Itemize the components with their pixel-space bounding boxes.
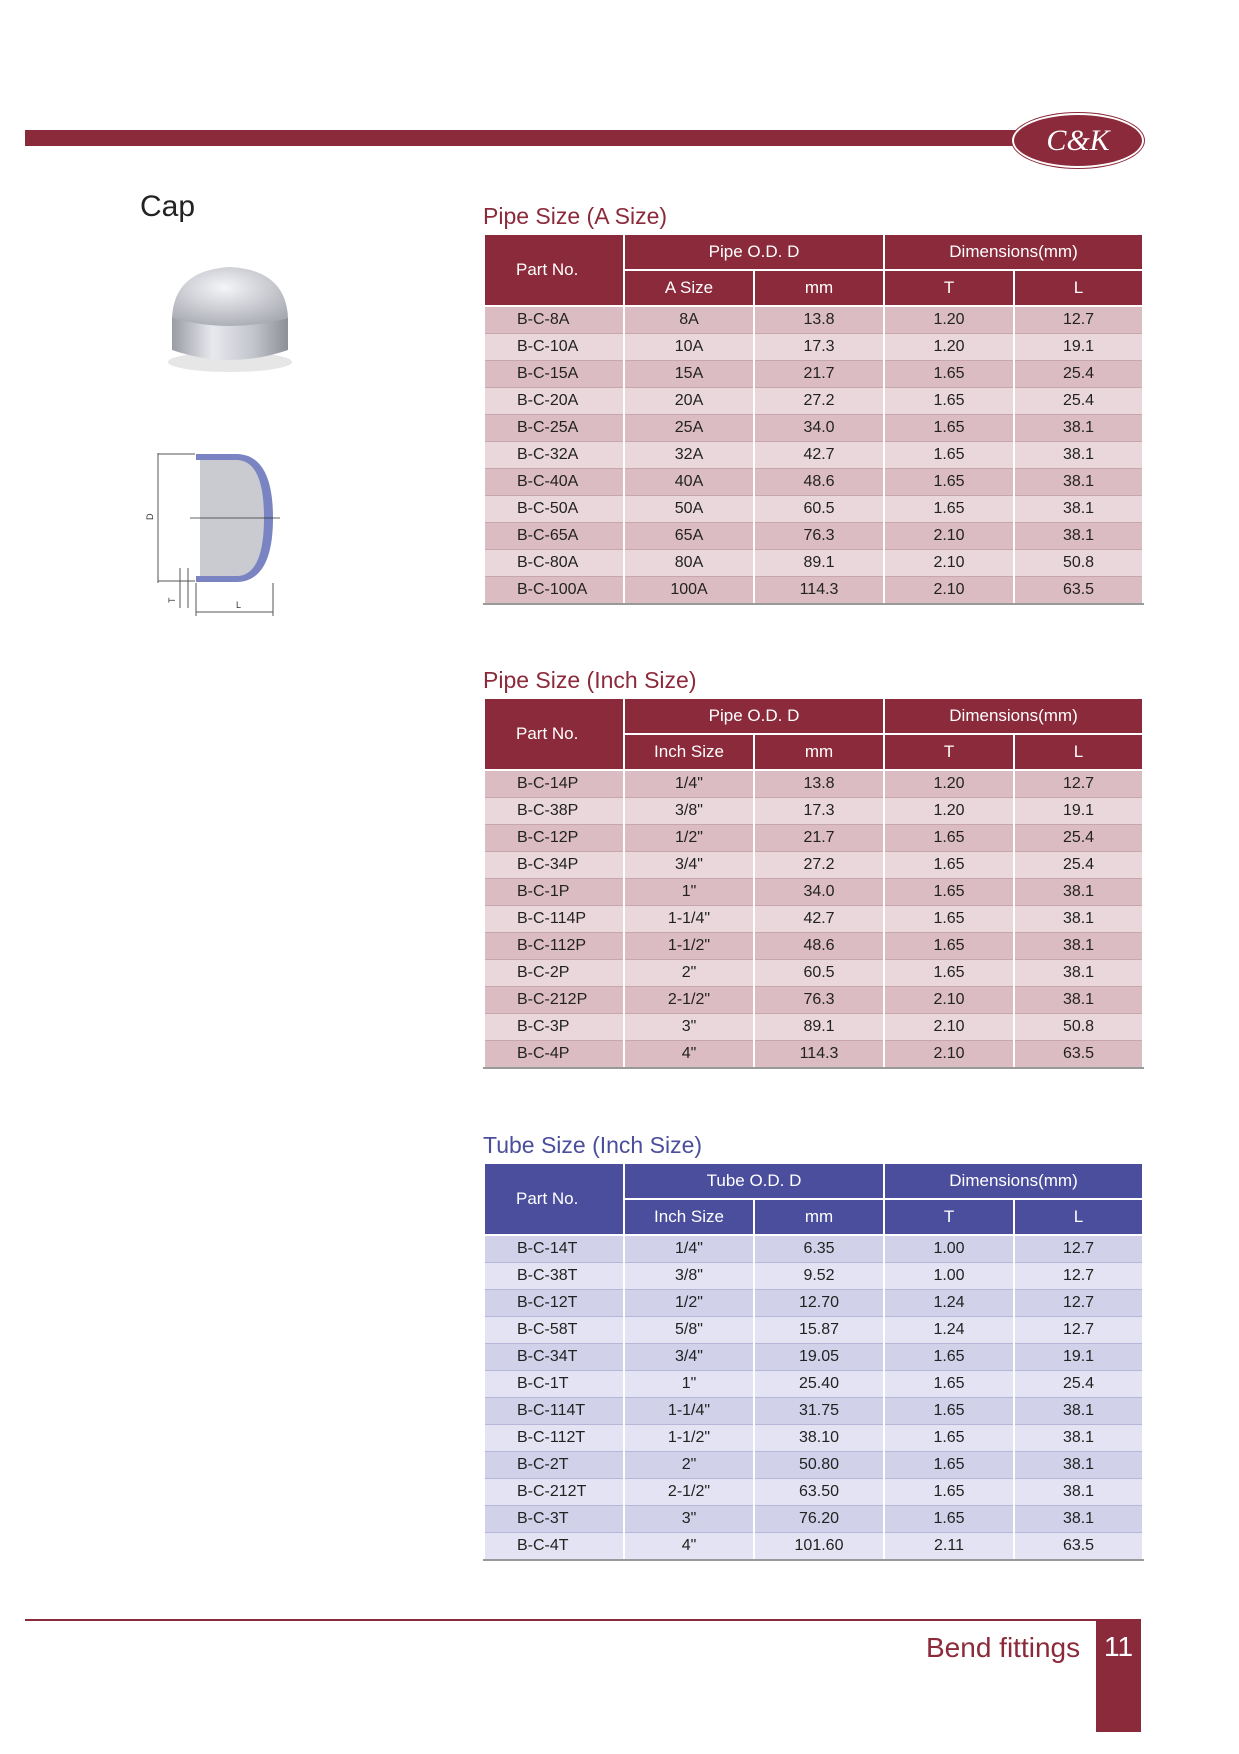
table-row (484, 388, 1143, 415)
cell-size: 5/8" (624, 1317, 754, 1344)
cell-l: 19.1 (1014, 798, 1143, 825)
cell-l: 12.7 (1014, 1235, 1143, 1263)
cell-part-no: B-C-4T (484, 1533, 624, 1561)
cell-t: 1.65 (884, 1425, 1014, 1452)
cell-od-mm: 101.60 (754, 1533, 884, 1561)
cell-part-no: B-C-3T (484, 1506, 624, 1533)
cell-od-mm: 34.0 (754, 879, 884, 906)
cell-od-mm: 13.8 (754, 306, 884, 334)
cell-od-mm: 15.87 (754, 1317, 884, 1344)
cell-t: 1.65 (884, 1506, 1014, 1533)
cell-l: 12.7 (1014, 1317, 1143, 1344)
cell-od-mm: 42.7 (754, 906, 884, 933)
cell-t: 1.65 (884, 361, 1014, 388)
table-row (484, 306, 1143, 334)
cell-size: 20A (624, 388, 754, 415)
cell-part-no: B-C-40A (484, 469, 624, 496)
cell-l: 63.5 (1014, 577, 1143, 605)
cell-size: 2" (624, 1452, 754, 1479)
table-row (484, 825, 1143, 852)
cell-part-no: B-C-15A (484, 361, 624, 388)
cap-photo (160, 262, 300, 377)
cell-t: 2.10 (884, 1014, 1014, 1041)
cell-part-no: B-C-114P (484, 906, 624, 933)
cell-od-mm: 21.7 (754, 825, 884, 852)
table-row (484, 442, 1143, 469)
cell-od-mm: 31.75 (754, 1398, 884, 1425)
cell-l: 38.1 (1014, 1506, 1143, 1533)
cell-size: 1-1/4" (624, 906, 754, 933)
cell-od-mm: 17.3 (754, 798, 884, 825)
table-row (484, 879, 1143, 906)
cell-l: 38.1 (1014, 906, 1143, 933)
cell-l: 19.1 (1014, 1344, 1143, 1371)
cell-od-mm: 76.3 (754, 987, 884, 1014)
cell-od-mm: 9.52 (754, 1263, 884, 1290)
cap-dimension-drawing (140, 448, 300, 623)
cell-t: 1.24 (884, 1317, 1014, 1344)
cell-t: 1.65 (884, 852, 1014, 879)
table-row (484, 1425, 1143, 1452)
cell-l: 38.1 (1014, 960, 1143, 987)
table-row (484, 1041, 1143, 1069)
cell-od-mm: 50.80 (754, 1452, 884, 1479)
cell-size: 1/4" (624, 770, 754, 798)
cell-size: 8A (624, 306, 754, 334)
cell-part-no: B-C-114T (484, 1398, 624, 1425)
cell-od-mm: 17.3 (754, 334, 884, 361)
header-l: L (1014, 1199, 1143, 1235)
cell-size: 50A (624, 496, 754, 523)
cell-l: 38.1 (1014, 1452, 1143, 1479)
cell-l: 25.4 (1014, 852, 1143, 879)
table-row (484, 852, 1143, 879)
brand-logo: C&K (1012, 113, 1144, 168)
page-number: 11 (1103, 1631, 1134, 1662)
header-tube-od: Tube O.D. D (624, 1163, 884, 1199)
table-row (484, 1533, 1143, 1561)
cell-l: 63.5 (1014, 1041, 1143, 1069)
spec-table-pipe-inch-size (483, 697, 1144, 1069)
cell-part-no: B-C-2T (484, 1452, 624, 1479)
header-t: T (884, 1199, 1014, 1235)
cell-part-no: B-C-65A (484, 523, 624, 550)
cell-part-no: B-C-212T (484, 1479, 624, 1506)
header-pipe-od: Pipe O.D. D (624, 234, 884, 270)
cell-part-no: B-C-2P (484, 960, 624, 987)
header-mm: mm (754, 270, 884, 306)
cell-part-no: B-C-34P (484, 852, 624, 879)
product-title: Cap (140, 190, 196, 223)
cell-t: 2.10 (884, 987, 1014, 1014)
cell-t: 1.65 (884, 469, 1014, 496)
cell-l: 38.1 (1014, 469, 1143, 496)
cell-part-no: B-C-10A (484, 334, 624, 361)
header-dimensions: Dimensions(mm) (884, 1163, 1143, 1199)
cell-size: 1/2" (624, 1290, 754, 1317)
dim-label-l: L (236, 600, 242, 610)
cell-od-mm: 114.3 (754, 1041, 884, 1069)
cell-l: 12.7 (1014, 770, 1143, 798)
header-mm: mm (754, 734, 884, 770)
cell-part-no: B-C-38P (484, 798, 624, 825)
cell-size: 100A (624, 577, 754, 605)
cell-t: 2.11 (884, 1533, 1014, 1561)
cell-od-mm: 19.05 (754, 1344, 884, 1371)
header-size: Inch Size (624, 734, 754, 770)
cell-part-no: B-C-80A (484, 550, 624, 577)
cell-part-no: B-C-14P (484, 770, 624, 798)
cell-part-no: B-C-34T (484, 1344, 624, 1371)
cell-size: 1/2" (624, 825, 754, 852)
table-row (484, 1398, 1143, 1425)
table-row (484, 550, 1143, 577)
cell-size: 80A (624, 550, 754, 577)
table-row (484, 469, 1143, 496)
cell-size: 1-1/4" (624, 1398, 754, 1425)
cell-size: 4" (624, 1533, 754, 1561)
cell-part-no: B-C-112P (484, 933, 624, 960)
header-l: L (1014, 270, 1143, 306)
cell-size: 3/4" (624, 1344, 754, 1371)
table-row (484, 1263, 1143, 1290)
cell-part-no: B-C-14T (484, 1235, 624, 1263)
cell-l: 25.4 (1014, 825, 1143, 852)
cell-od-mm: 76.20 (754, 1506, 884, 1533)
table-row (484, 1317, 1143, 1344)
header-t: T (884, 270, 1014, 306)
cell-t: 1.65 (884, 1344, 1014, 1371)
table-row (484, 933, 1143, 960)
cell-size: 3/8" (624, 1263, 754, 1290)
cell-t: 2.10 (884, 1041, 1014, 1069)
table-title-pipe-a-size: Pipe Size (A Size) (483, 203, 668, 229)
cell-size: 1/4" (624, 1235, 754, 1263)
cell-od-mm: 63.50 (754, 1479, 884, 1506)
cell-part-no: B-C-112T (484, 1425, 624, 1452)
cell-od-mm: 27.2 (754, 388, 884, 415)
cell-t: 1.65 (884, 415, 1014, 442)
cell-size: 10A (624, 334, 754, 361)
cell-od-mm: 76.3 (754, 523, 884, 550)
cell-part-no: B-C-212P (484, 987, 624, 1014)
table-row (484, 1506, 1143, 1533)
cell-size: 1" (624, 879, 754, 906)
page-number-box (1096, 1619, 1141, 1732)
cell-l: 12.7 (1014, 306, 1143, 334)
cell-l: 63.5 (1014, 1533, 1143, 1561)
header-size: A Size (624, 270, 754, 306)
cell-l: 25.4 (1014, 1371, 1143, 1398)
cell-t: 2.10 (884, 550, 1014, 577)
cell-t: 1.20 (884, 334, 1014, 361)
cell-size: 65A (624, 523, 754, 550)
table-row (484, 987, 1143, 1014)
header-mm: mm (754, 1199, 884, 1235)
cell-size: 3" (624, 1506, 754, 1533)
table-row (484, 960, 1143, 987)
header-dimensions: Dimensions(mm) (884, 234, 1143, 270)
cell-od-mm: 25.40 (754, 1371, 884, 1398)
cell-t: 1.65 (884, 388, 1014, 415)
cell-od-mm: 89.1 (754, 1014, 884, 1041)
cell-od-mm: 114.3 (754, 577, 884, 605)
footer-line (25, 1619, 1140, 1621)
table-row (484, 415, 1143, 442)
cell-t: 1.65 (884, 960, 1014, 987)
table-row (484, 1479, 1143, 1506)
dim-label-t: T (167, 597, 177, 603)
header-bar (25, 130, 1035, 146)
cell-part-no: B-C-50A (484, 496, 624, 523)
dim-label-d: D (145, 513, 155, 520)
table-row (484, 1290, 1143, 1317)
cell-l: 38.1 (1014, 1398, 1143, 1425)
cell-t: 1.65 (884, 1371, 1014, 1398)
cell-size: 1-1/2" (624, 1425, 754, 1452)
table-row (484, 1452, 1143, 1479)
cell-part-no: B-C-25A (484, 415, 624, 442)
cell-t: 1.65 (884, 496, 1014, 523)
table-row (484, 523, 1143, 550)
cell-t: 1.65 (884, 442, 1014, 469)
header-pipe-od: Pipe O.D. D (624, 698, 884, 734)
table-row (484, 1014, 1143, 1041)
cell-size: 3" (624, 1014, 754, 1041)
cell-size: 1" (624, 1371, 754, 1398)
cell-od-mm: 60.5 (754, 496, 884, 523)
cell-od-mm: 34.0 (754, 415, 884, 442)
cell-size: 4" (624, 1041, 754, 1069)
cell-t: 2.10 (884, 523, 1014, 550)
cell-l: 38.1 (1014, 496, 1143, 523)
cell-t: 1.00 (884, 1235, 1014, 1263)
cell-part-no: B-C-38T (484, 1263, 624, 1290)
cell-size: 2-1/2" (624, 1479, 754, 1506)
table-row (484, 770, 1143, 798)
spec-table-tube-inch-size (483, 1162, 1144, 1561)
cell-size: 3/4" (624, 852, 754, 879)
cell-part-no: B-C-58T (484, 1317, 624, 1344)
cell-l: 25.4 (1014, 388, 1143, 415)
cell-t: 1.65 (884, 1479, 1014, 1506)
header-part-no: Part No. (484, 234, 624, 306)
table-row (484, 1344, 1143, 1371)
cell-t: 1.65 (884, 879, 1014, 906)
cell-t: 1.24 (884, 1290, 1014, 1317)
cell-part-no: B-C-20A (484, 388, 624, 415)
spec-table-pipe-a-size (483, 233, 1144, 605)
cell-t: 1.20 (884, 798, 1014, 825)
table-row (484, 334, 1143, 361)
cell-od-mm: 13.8 (754, 770, 884, 798)
cell-od-mm: 60.5 (754, 960, 884, 987)
cell-t: 1.20 (884, 306, 1014, 334)
cell-od-mm: 89.1 (754, 550, 884, 577)
header-t: T (884, 734, 1014, 770)
cell-t: 1.20 (884, 770, 1014, 798)
cell-od-mm: 6.35 (754, 1235, 884, 1263)
cell-l: 50.8 (1014, 1014, 1143, 1041)
cell-part-no: B-C-1T (484, 1371, 624, 1398)
table-row (484, 906, 1143, 933)
cell-od-mm: 38.10 (754, 1425, 884, 1452)
cell-part-no: B-C-32A (484, 442, 624, 469)
cell-od-mm: 42.7 (754, 442, 884, 469)
cell-size: 25A (624, 415, 754, 442)
cell-part-no: B-C-12T (484, 1290, 624, 1317)
footer-section-title: Bend fittings (926, 1632, 1081, 1663)
cell-t: 1.65 (884, 825, 1014, 852)
cell-l: 38.1 (1014, 415, 1143, 442)
cell-od-mm: 48.6 (754, 933, 884, 960)
cell-t: 1.65 (884, 1398, 1014, 1425)
cell-size: 32A (624, 442, 754, 469)
cell-part-no: B-C-1P (484, 879, 624, 906)
cell-l: 38.1 (1014, 879, 1143, 906)
cell-l: 38.1 (1014, 442, 1143, 469)
table-row (484, 798, 1143, 825)
table-row (484, 1235, 1143, 1263)
table-row (484, 496, 1143, 523)
cell-t: 1.65 (884, 1452, 1014, 1479)
cell-l: 38.1 (1014, 1425, 1143, 1452)
cell-l: 38.1 (1014, 933, 1143, 960)
cell-l: 38.1 (1014, 523, 1143, 550)
cell-t: 1.65 (884, 933, 1014, 960)
cell-l: 50.8 (1014, 550, 1143, 577)
table-row (484, 577, 1143, 605)
header-part-no: Part No. (484, 698, 624, 770)
cell-t: 2.10 (884, 577, 1014, 605)
cell-l: 12.7 (1014, 1290, 1143, 1317)
cell-part-no: B-C-8A (484, 306, 624, 334)
cell-t: 1.00 (884, 1263, 1014, 1290)
table-title-tube-inch-size: Tube Size (Inch Size) (483, 1132, 703, 1158)
cell-l: 19.1 (1014, 334, 1143, 361)
cell-od-mm: 27.2 (754, 852, 884, 879)
table-row (484, 361, 1143, 388)
cell-od-mm: 21.7 (754, 361, 884, 388)
cell-t: 1.65 (884, 906, 1014, 933)
cell-part-no: B-C-4P (484, 1041, 624, 1069)
cell-od-mm: 48.6 (754, 469, 884, 496)
header-part-no: Part No. (484, 1163, 624, 1235)
cell-size: 15A (624, 361, 754, 388)
cell-l: 38.1 (1014, 987, 1143, 1014)
cell-part-no: B-C-12P (484, 825, 624, 852)
cell-size: 1-1/2" (624, 933, 754, 960)
cell-size: 2-1/2" (624, 987, 754, 1014)
header-dimensions: Dimensions(mm) (884, 698, 1143, 734)
cell-l: 25.4 (1014, 361, 1143, 388)
table-title-pipe-inch-size: Pipe Size (Inch Size) (483, 667, 697, 693)
cell-size: 40A (624, 469, 754, 496)
cell-l: 12.7 (1014, 1263, 1143, 1290)
cell-part-no: B-C-3P (484, 1014, 624, 1041)
header-size: Inch Size (624, 1199, 754, 1235)
cell-part-no: B-C-100A (484, 577, 624, 605)
header-l: L (1014, 734, 1143, 770)
cell-l: 38.1 (1014, 1479, 1143, 1506)
table-row (484, 1371, 1143, 1398)
cell-size: 2" (624, 960, 754, 987)
cell-size: 3/8" (624, 798, 754, 825)
cell-od-mm: 12.70 (754, 1290, 884, 1317)
